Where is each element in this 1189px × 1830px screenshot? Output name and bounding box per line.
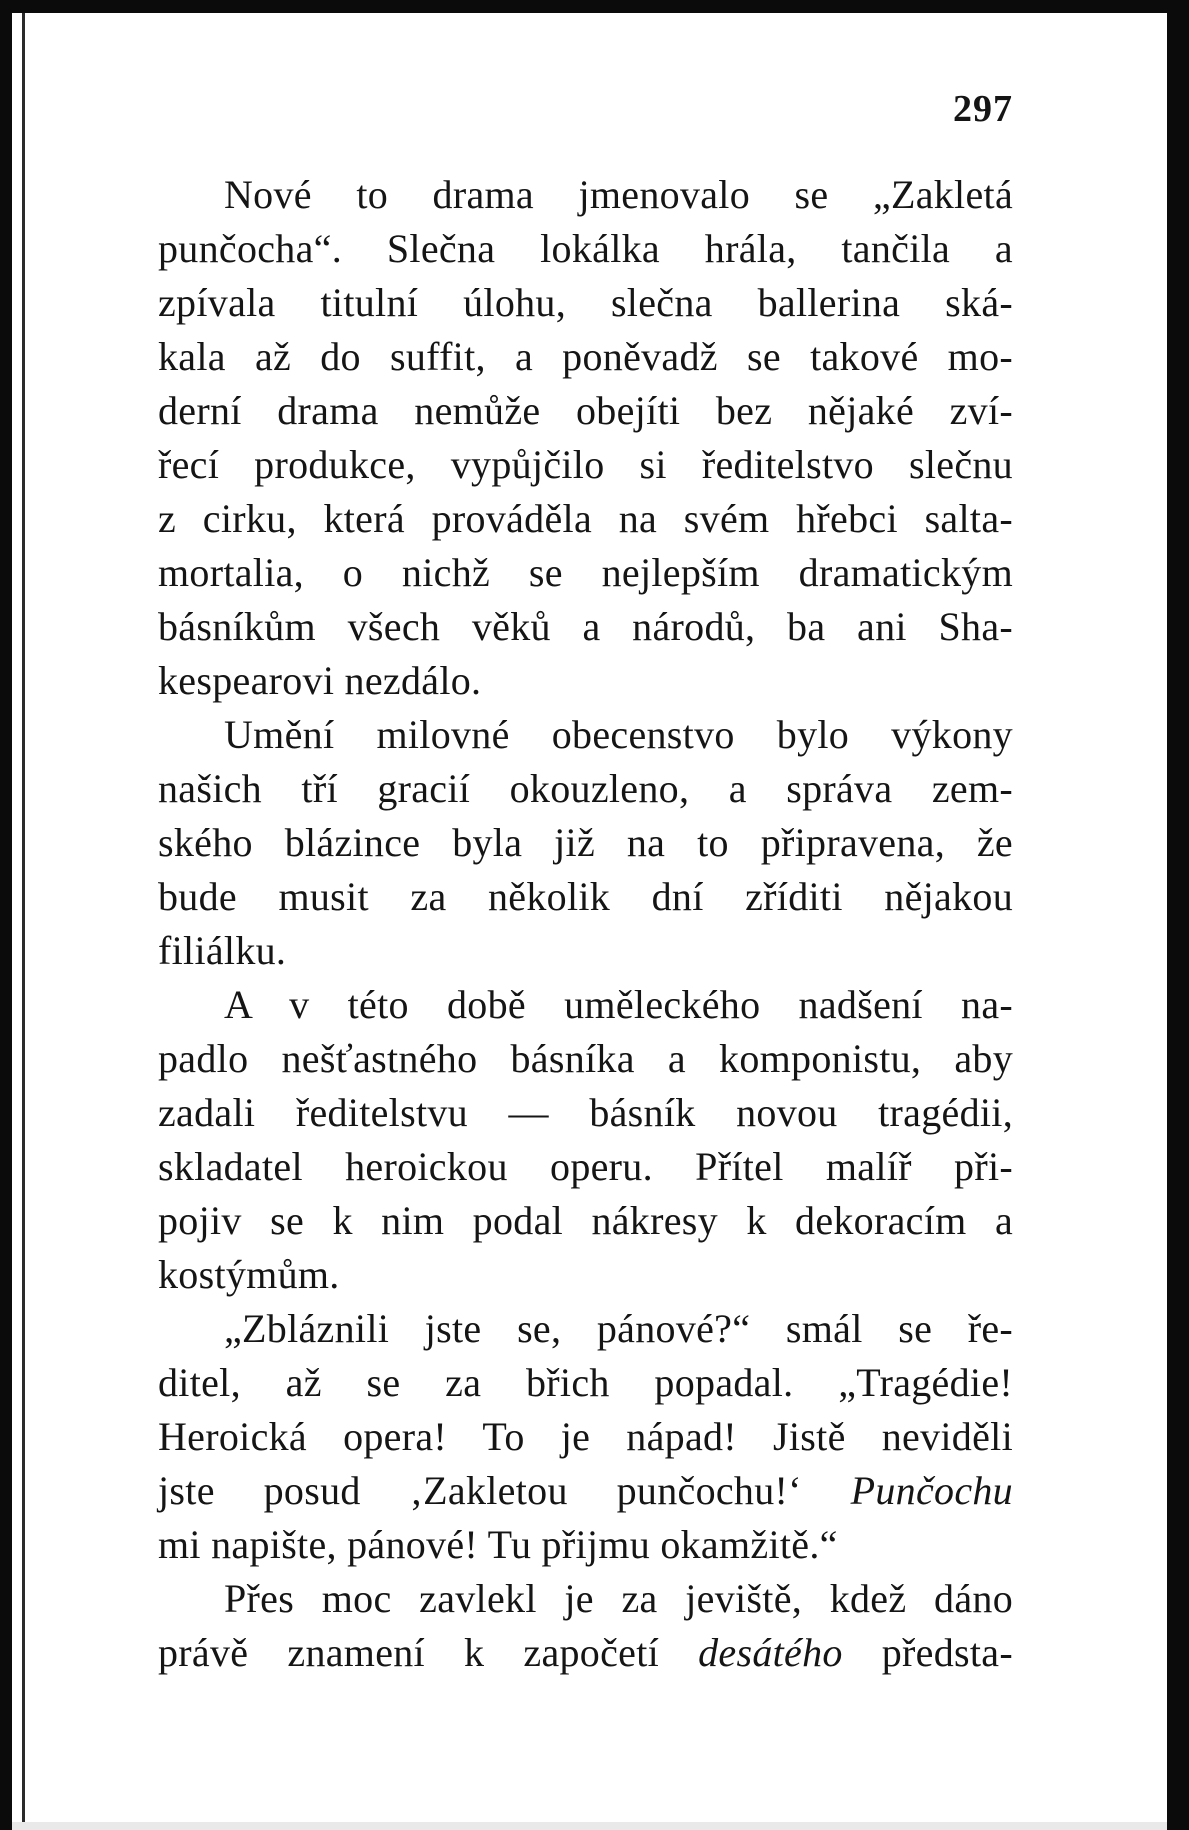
text-line-content: skladatel heroickou operu. Přítel malíř při- bbox=[158, 1144, 1013, 1189]
text-line bbox=[158, 384, 1013, 438]
text-line-content: řecí produkce, vypůjčilo si ředitelstvo slečnu bbox=[158, 442, 1013, 487]
text-line-content: mi napište, pánové! Tu přijmu okamžitě.“ bbox=[158, 1522, 838, 1567]
page-gutter-line bbox=[22, 13, 25, 1830]
text-line-content: zpívala titulní úlohu, slečna ballerina ská- bbox=[158, 280, 1013, 325]
text-line-content: ského blázince byla již na to připravena, že bbox=[158, 820, 1013, 865]
text-line-content: Nové to drama jmenovalo se „Zakletá bbox=[224, 172, 1013, 217]
text-line bbox=[158, 816, 1013, 870]
text-line-tail: předsta- bbox=[881, 1630, 1013, 1675]
text-line-content: našich tří gracií okouzleno, a správa zem- bbox=[158, 766, 1013, 811]
text-line-content: z cirku, která prováděla na svém hřebci salta- bbox=[158, 496, 1013, 541]
text-line bbox=[158, 1464, 1013, 1518]
text-line-content: kespearovi nezdálo. bbox=[158, 658, 482, 703]
text-line bbox=[158, 1086, 1013, 1140]
text-line bbox=[158, 1032, 1013, 1086]
text-line bbox=[158, 1356, 1013, 1410]
text-line bbox=[158, 1194, 1013, 1248]
text-line-content: jste posud ‚Zakletou punčochu!‘ bbox=[158, 1468, 802, 1513]
text-line bbox=[158, 978, 1013, 1032]
text-line-content: „Zbláznili jste se, pánové?“ smál se ře- bbox=[224, 1306, 1013, 1351]
text-line bbox=[158, 1572, 1013, 1626]
text-line-content: Umění milovné obecenstvo bylo výkony bbox=[224, 712, 1013, 757]
text-line bbox=[158, 1302, 1013, 1356]
text-line-content: bude musit za několik dní zříditi nějakou bbox=[158, 874, 1013, 919]
page-number: 297 bbox=[953, 88, 1013, 130]
text-line bbox=[158, 1626, 1013, 1680]
text-line bbox=[158, 222, 1013, 276]
text-line-content: básníkům všech věků a národů, ba ani Sha- bbox=[158, 604, 1013, 649]
text-line bbox=[158, 168, 1013, 222]
text-line-content: derní drama nemůže obejíti bez nějaké zví- bbox=[158, 388, 1013, 433]
text-line bbox=[158, 438, 1013, 492]
text-line bbox=[158, 1410, 1013, 1464]
text-line bbox=[158, 276, 1013, 330]
text-line bbox=[158, 1248, 1013, 1302]
text-line-content: filiálku. bbox=[158, 928, 287, 973]
text-line-content: Přes moc zavlekl je za jeviště, kdež dáno bbox=[224, 1576, 1013, 1621]
text-line-content: punčocha“. Slečna lokálka hrála, tančila a bbox=[158, 226, 1013, 271]
book-page bbox=[158, 82, 1013, 1782]
text-line-content: Heroická opera! To je nápad! Jistě neviděli bbox=[158, 1414, 1013, 1459]
text-line bbox=[158, 654, 1013, 708]
italic-word: desátého bbox=[698, 1630, 843, 1675]
text-line bbox=[158, 870, 1013, 924]
italic-word: Punčochu bbox=[850, 1468, 1013, 1513]
text-line bbox=[158, 546, 1013, 600]
text-line bbox=[158, 708, 1013, 762]
page-body-text bbox=[158, 168, 1013, 1680]
text-line-content: právě znamení k započetí bbox=[158, 1630, 660, 1675]
text-line-content: pojiv se k nim podal nákresy k dekoracím a bbox=[158, 1198, 1013, 1243]
text-line bbox=[158, 924, 1013, 978]
text-line bbox=[158, 492, 1013, 546]
text-line-content: padlo nešťastného básníka a komponistu, aby bbox=[158, 1036, 1013, 1081]
text-line bbox=[158, 330, 1013, 384]
page-bottom-edge bbox=[12, 1822, 1167, 1830]
text-line-content: zadali ředitelstvu — básník novou tragédii, bbox=[158, 1090, 1013, 1135]
text-line-content: A v této době uměleckého nadšení na- bbox=[224, 982, 1013, 1027]
text-line bbox=[158, 1518, 1013, 1572]
scan-right-edge bbox=[1167, 0, 1189, 1830]
text-line-content: ditel, až se za břich popadal. „Tragédie! bbox=[158, 1360, 1013, 1405]
text-line bbox=[158, 600, 1013, 654]
text-line-content: mortalia, o nichž se nejlepším dramatickým bbox=[158, 550, 1013, 595]
text-line-content: kala až do suffit, a poněvadž se takové mo- bbox=[158, 334, 1013, 379]
text-line-content: kostýmům. bbox=[158, 1252, 340, 1297]
text-line bbox=[158, 1140, 1013, 1194]
text-line bbox=[158, 762, 1013, 816]
